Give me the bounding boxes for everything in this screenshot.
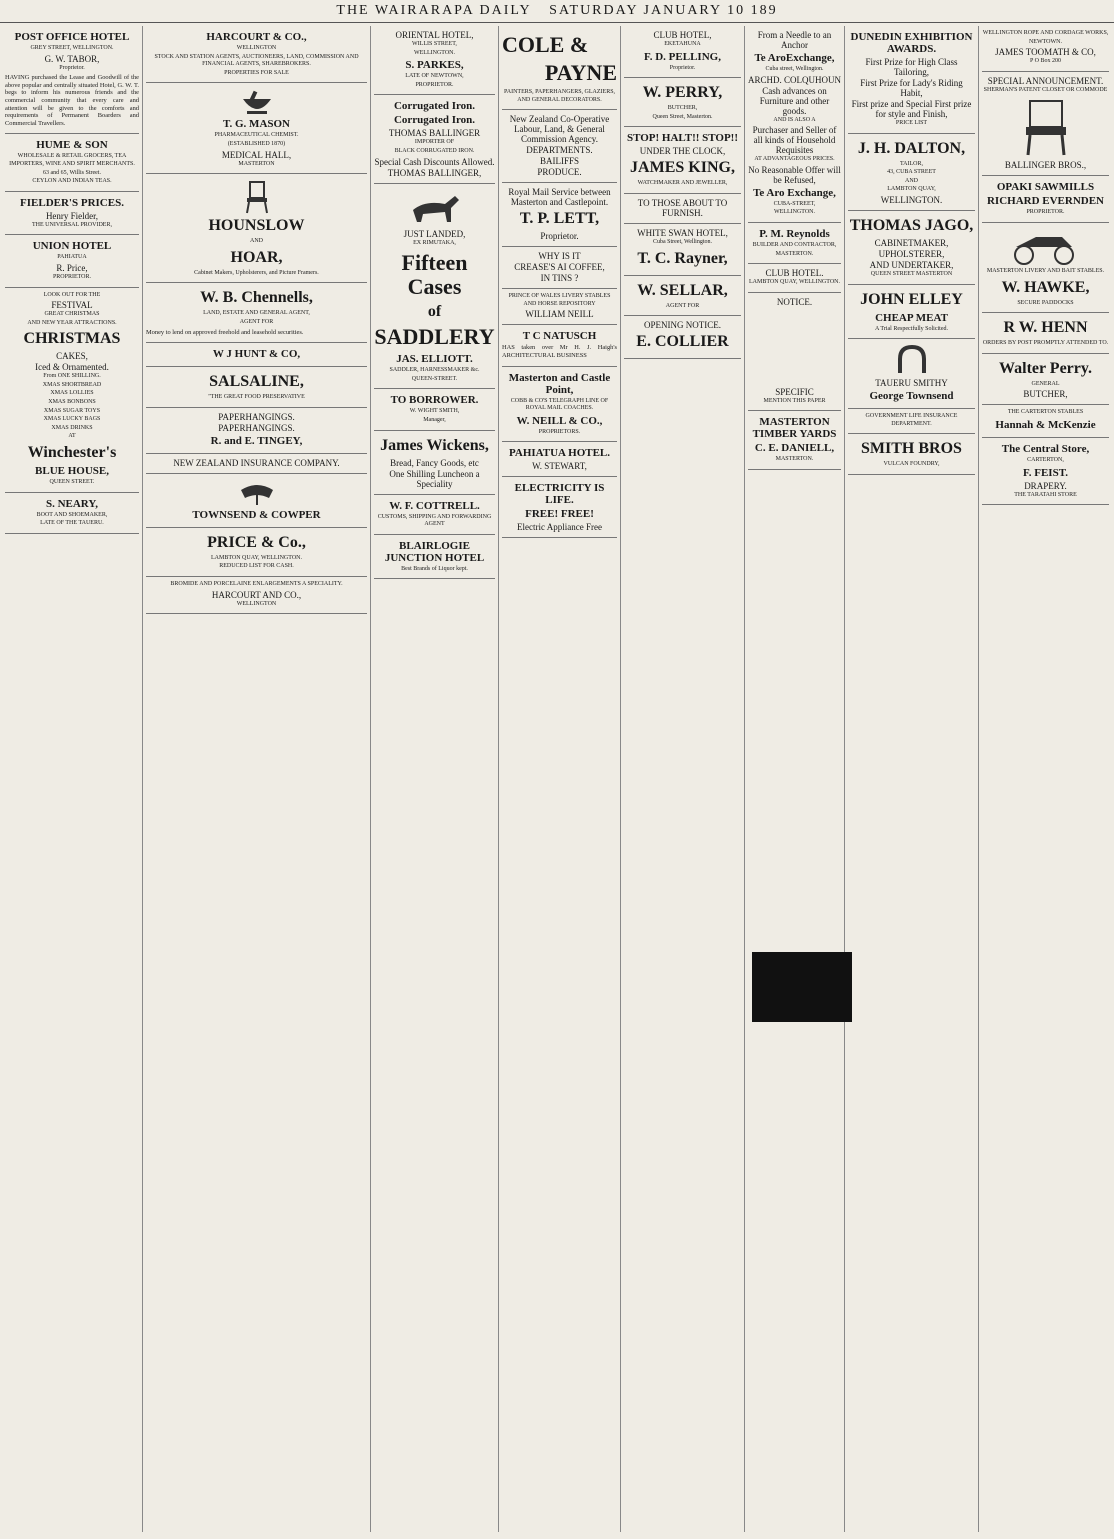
opaki: OPAKI SAWMILLS bbox=[996, 181, 1095, 194]
castlepoint: Masterton and Castle Point, bbox=[508, 371, 611, 396]
ad-nz-insurance bbox=[146, 454, 367, 474]
rope-works: WELLINGTON ROPE AND CORDAGE WORKS, bbox=[982, 30, 1109, 36]
great-food: "THE GREAT FOOD PRESERVATIVE bbox=[208, 394, 305, 401]
taratahi: THE TARATAHI STORE bbox=[1014, 491, 1077, 498]
closet: SHERMAN'S PATENT CLOSET OR COMMODE bbox=[983, 86, 1108, 93]
lambton: LAMBTON QUAY, WELLINGTON. bbox=[210, 554, 302, 561]
cakes: CAKES, bbox=[56, 351, 88, 362]
ad-sellar bbox=[624, 276, 741, 317]
agent-for: AGENT FOR bbox=[239, 318, 274, 325]
payne: PAYNE bbox=[544, 60, 617, 85]
from-shilling: From ONE SHILLING. bbox=[43, 373, 101, 380]
rayner: T. C. Rayner, bbox=[637, 249, 728, 267]
ad-cottrell bbox=[374, 495, 495, 535]
masthead-title: THE WAIRARAPA DAILY bbox=[336, 3, 532, 18]
horseshoe-icon bbox=[892, 345, 932, 375]
oriental-proprietor: PROPRIETOR. bbox=[415, 81, 454, 88]
medical-hall: MEDICAL HALL, bbox=[221, 149, 292, 160]
ad-sherman-closet bbox=[982, 72, 1109, 177]
ad-tauer-smithy bbox=[848, 339, 975, 409]
exchange-2: Te Aro Exchange, bbox=[753, 186, 836, 199]
orders: ORDERS BY POST PROMPTLY ATTENDED TO. bbox=[982, 340, 1109, 347]
collier: E. COLLIER bbox=[636, 333, 729, 351]
festival: FESTIVAL bbox=[51, 300, 93, 311]
ad-club-eketahuna bbox=[624, 26, 741, 78]
ad-perry bbox=[624, 78, 741, 127]
tailor: TAILOR, bbox=[899, 160, 923, 167]
also: AND IS ALSO A bbox=[773, 116, 816, 123]
smith-bros: SMITH BROS bbox=[861, 440, 962, 458]
electricity: ELECTRICITY IS LIFE. bbox=[514, 482, 605, 507]
jago: THOMAS JAGO, bbox=[849, 216, 974, 234]
ad-blairlogie bbox=[374, 535, 495, 580]
elliott: JAS. ELLIOTT. bbox=[396, 353, 473, 366]
purchaser: Purchaser and Seller of all kinds of Household Requisites bbox=[752, 125, 837, 156]
club-place: LAMBTON QUAY, WELLINGTON. bbox=[748, 279, 840, 286]
post-office-role: Proprietor. bbox=[59, 64, 85, 71]
black-iron: BLACK CORRUGATED IRON. bbox=[394, 147, 475, 154]
neary-late: LATE OF THE TAUERU. bbox=[40, 520, 104, 527]
ad-wickens bbox=[374, 431, 495, 495]
xmas-item: XMAS SUGAR TOYS bbox=[43, 407, 101, 414]
pahiatua-hotel: PAHIATUA HOTEL. bbox=[508, 447, 611, 460]
perry: W. PERRY, bbox=[642, 84, 723, 102]
announcement: SPECIAL ANNOUNCEMENT. bbox=[987, 75, 1104, 86]
ad-timber-yards bbox=[748, 411, 841, 470]
ad-notice bbox=[748, 293, 841, 412]
at: AT bbox=[68, 433, 76, 440]
saddle-icon bbox=[237, 480, 277, 506]
late-newtown: LATE OF NEWTOWN, bbox=[405, 73, 464, 80]
harcourt-place: WELLINGTON bbox=[236, 45, 277, 51]
redacted-area bbox=[748, 308, 841, 386]
ad-post-office-hotel bbox=[5, 26, 139, 134]
borrower: TO BORROWER. bbox=[390, 394, 479, 407]
ad-fielder bbox=[5, 192, 139, 236]
oriental-street: WILLIS STREET, bbox=[412, 41, 457, 47]
ad-borrower bbox=[374, 389, 495, 430]
ad-club-hotel bbox=[748, 264, 841, 293]
ad-hume-son bbox=[5, 134, 139, 191]
bread: Bread, Fancy Goods, etc bbox=[390, 457, 479, 468]
wight-smith: W. WIGHT SMITH, bbox=[409, 408, 460, 415]
column-3 bbox=[370, 26, 498, 1532]
masthead bbox=[0, 0, 1114, 23]
importer: IMPORTER OF bbox=[414, 139, 455, 146]
ad-natusch bbox=[502, 325, 617, 366]
cash: Cash advances on Furniture and other goods. bbox=[759, 85, 830, 116]
ballinger-bros: BALLINGER BROS., bbox=[1004, 160, 1087, 171]
newtown: NEWTOWN. bbox=[1028, 38, 1063, 45]
union-title: UNION HOTEL bbox=[32, 240, 112, 253]
under-clock: UNDER THE CLOCK, bbox=[639, 146, 726, 157]
needle: From a Needle to an Anchor bbox=[757, 30, 832, 50]
ad-cole-payne bbox=[502, 26, 617, 110]
christmas: CHRISTMAS bbox=[23, 330, 121, 348]
cabinetmaker: CABINETMAKER, bbox=[874, 237, 949, 248]
post-office-title: POST OFFICE HOTEL bbox=[14, 31, 130, 43]
feist: F. FEIST. bbox=[1023, 466, 1068, 479]
paperhangings-1: PAPERHANGINGS. bbox=[218, 411, 295, 422]
of: of bbox=[427, 303, 442, 321]
ad-union-hotel bbox=[5, 235, 139, 287]
lunch: One Shilling Luncheon a Speciality bbox=[389, 468, 480, 489]
crease: CREASE'S AI COFFEE, bbox=[514, 262, 605, 273]
ad-dunedin bbox=[848, 26, 975, 134]
central: The Central Store, bbox=[1001, 442, 1090, 455]
chennells: W. B. Chennells, bbox=[200, 289, 313, 307]
new-year: AND NEW YEAR ATTRACTIONS. bbox=[27, 319, 117, 326]
harcourt-forsale: PROPERTIES FOR SALE bbox=[224, 69, 289, 76]
ad-white-swan bbox=[624, 224, 741, 276]
redaction-block bbox=[752, 952, 852, 1022]
neary-role: BOOT AND SHOEMAKER, bbox=[36, 511, 108, 518]
free: FREE! FREE! bbox=[525, 508, 594, 521]
ad-nz-coop bbox=[502, 110, 617, 183]
nz-coop: New Zealand Co-Operative Labour, Land, & General Commission Agency. bbox=[509, 114, 610, 145]
cottrell: W. F. COTTRELL. bbox=[389, 499, 480, 512]
dalton: J. H. DALTON, bbox=[857, 139, 966, 157]
hounslow: HOUNSLOW bbox=[208, 217, 305, 235]
stewart: W. STEWART, bbox=[532, 461, 587, 472]
ad-govt-life bbox=[848, 409, 975, 434]
column-1 bbox=[2, 26, 142, 1532]
price-list: PRICE LIST bbox=[895, 120, 928, 126]
neary-name: S. NEARY, bbox=[45, 497, 99, 510]
reduced: REDUCED LIST FOR CASH. bbox=[219, 563, 294, 570]
ad-hawke bbox=[982, 223, 1109, 313]
trial: A Trial Respectfully Solicited. bbox=[875, 325, 948, 332]
xmas-item: XMAS BONBONS bbox=[48, 399, 96, 406]
ad-reynolds bbox=[748, 223, 841, 264]
dalton-city: WELLINGTON. bbox=[880, 194, 943, 205]
special-cash: Special Cash Discounts Allowed. bbox=[374, 156, 495, 167]
money-lend: Money to lend on approved freehold and leasehold securities. bbox=[146, 328, 304, 336]
blairlogie: BLAIRLOGIE JUNCTION HOTEL bbox=[384, 539, 485, 564]
blue-house: BLUE HOUSE, bbox=[35, 465, 109, 478]
sellar-agent: AGENT FOR bbox=[665, 302, 700, 309]
exchange: Te AroExchange, bbox=[754, 52, 835, 64]
hume-sub: WHOLESALE & RETAIL GROCERS, TEA IMPORTERS, WINE AND SPIRIT MERCHANTS. bbox=[9, 153, 135, 167]
ad-townsend bbox=[146, 474, 367, 528]
townsend: TOWNSEND & COWPER bbox=[192, 508, 321, 521]
pelling: F. D. PELLING, bbox=[644, 50, 721, 63]
lett: T. P. LETT, bbox=[519, 210, 600, 228]
evernden: RICHARD EVERNDEN bbox=[986, 195, 1105, 208]
livery-stables: MASTERTON LIVERY AND BAIT STABLES. bbox=[986, 267, 1105, 274]
ad-henn bbox=[982, 313, 1109, 354]
dunedin: DUNEDIN EXHIBITION AWARDS. bbox=[850, 31, 973, 55]
perry-general: GENERAL bbox=[1031, 380, 1060, 387]
nz-insurance: NEW ZEALAND INSURANCE COMPANY. bbox=[173, 457, 340, 468]
sellar: W. SELLAR, bbox=[637, 281, 728, 299]
walter-perry: Walter Perry. bbox=[999, 359, 1092, 377]
king: JAMES KING, bbox=[630, 159, 735, 177]
paddocks: SECURE PADDOCKS bbox=[1017, 299, 1074, 306]
bailiffs: BAILIFFS bbox=[539, 156, 579, 167]
great-christmas: GREAT CHRISTMAS bbox=[44, 311, 100, 318]
vulcan: VULCAN FOUNDRY, bbox=[883, 461, 940, 468]
hawke: W. HAWKE, bbox=[1001, 278, 1090, 296]
paperhangings-2: PAPERHANGINGS. bbox=[218, 422, 295, 433]
dalton-lambton: LAMBTON QUAY, bbox=[887, 186, 936, 193]
george-townsend: George Townsend bbox=[869, 390, 954, 403]
neill: WILLIAM NEILL bbox=[525, 309, 594, 320]
hume-tag: CEYLON AND INDIAN TEAS. bbox=[32, 178, 112, 185]
neill-co: W. NEILL & CO., bbox=[516, 414, 603, 427]
ad-collier bbox=[624, 316, 741, 359]
white-swan-street: Cuba Street, Wellington. bbox=[652, 238, 713, 245]
corrugated-1: Corrugated Iron. bbox=[393, 100, 476, 113]
bromide: BROMIDE AND PORCELAINE ENLARGEMENTS A SPECIALITY. bbox=[170, 580, 343, 587]
union-proprietor: R. Price, bbox=[56, 262, 88, 273]
jago-street: QUEEN STREET MASTERTON bbox=[870, 270, 953, 277]
ad-hunt bbox=[146, 343, 367, 367]
elliott-street: QUEEN-STREET. bbox=[411, 375, 458, 382]
ad-king bbox=[624, 127, 741, 194]
ballinger-2: THOMAS BALLINGER, bbox=[387, 167, 482, 178]
post-office-sub: GREY STREET, WELLINGTON. bbox=[30, 45, 114, 51]
column-4 bbox=[498, 26, 620, 1532]
eketahuna: EKETAHUNA bbox=[664, 41, 701, 47]
ad-elley bbox=[848, 285, 975, 340]
union-role: PROPRIETOR. bbox=[52, 273, 92, 280]
ad-castlepoint bbox=[502, 367, 617, 443]
ad-jago bbox=[848, 211, 975, 285]
mason-name: T. G. MASON bbox=[222, 118, 291, 131]
perry-street: Queen Street, Masterton. bbox=[652, 113, 713, 120]
neill-proprietors: PROPRIETORS. bbox=[538, 428, 581, 435]
club: CLUB HOTEL, bbox=[653, 30, 712, 40]
toomath: JAMES TOOMATH & CO, bbox=[995, 47, 1096, 58]
union-place: PAHIATUA bbox=[57, 254, 87, 261]
prices: AT ADVANTAGEOUS PRICES. bbox=[754, 156, 835, 163]
cole: COLE & bbox=[502, 32, 589, 57]
pelling-role: Proprietor. bbox=[669, 64, 696, 71]
produce: PRODUCE. bbox=[537, 167, 582, 178]
chair-icon bbox=[242, 180, 272, 214]
ad-tingey bbox=[146, 408, 367, 454]
carriage-icon bbox=[1006, 229, 1086, 265]
elley: JOHN ELLEY bbox=[860, 290, 963, 308]
hannah: Hannah & McKenzie bbox=[995, 418, 1096, 431]
fielder-name: Henry Fielder, bbox=[45, 210, 99, 221]
prince: PRINCE OF WALES LIVERY STABLES AND HORSE REPOSITORY bbox=[508, 293, 611, 307]
iced: Iced & Ornamented. bbox=[35, 362, 109, 373]
notice: NOTICE. bbox=[776, 296, 813, 307]
salsaline: SALSALINE, bbox=[209, 373, 304, 391]
carterton-stables: THE CARTERTON STABLES bbox=[1007, 409, 1084, 416]
ad-bromide bbox=[146, 577, 367, 614]
ad-rope-works bbox=[982, 26, 1109, 72]
dalton-and: AND bbox=[905, 177, 918, 184]
wickens: James Wickens, bbox=[380, 436, 489, 454]
hume-addr: 63 and 65, Willis Street. bbox=[43, 169, 101, 176]
hounslow-and: AND bbox=[250, 238, 263, 245]
lett-role: Proprietor. bbox=[540, 231, 579, 242]
prize-1: First Prize for High Class Tailoring, bbox=[865, 57, 958, 77]
manager: Manager, bbox=[423, 416, 446, 423]
harcourt-footer: HARCOURT AND CO., bbox=[211, 589, 302, 600]
tauer-smithy: TAUERU SMITHY bbox=[875, 378, 948, 389]
xmas-item: XMAS DRINKS bbox=[51, 424, 93, 431]
ex-rimutaka: EX RIMUTAKA, bbox=[413, 239, 456, 246]
why: WHY IS IT bbox=[538, 251, 581, 262]
harcourt-sub: STOCK AND STATION AGENTS, AUCTIONEERS, LAND, COMMISSION AND FINANCIAL AGENTS, SHAREBROKERS. bbox=[154, 53, 359, 68]
prize-3: First prize and Special First prize for style and Finish, bbox=[851, 99, 972, 119]
prize-2: First Prize for Lady's Riding Habit, bbox=[860, 78, 963, 98]
ad-opaki bbox=[982, 176, 1109, 223]
reynolds: P. M. Reynolds bbox=[759, 227, 830, 240]
po-box: P O Box 200 bbox=[1030, 58, 1061, 65]
painters: PAINTERS, PAPERHANGERS, GLAZIERS, AND GENERAL DECORATORS. bbox=[503, 89, 616, 103]
upholsterer: UPHOLSTERER, bbox=[878, 248, 945, 259]
dalton-cuba: 43, CUBA STREET bbox=[887, 169, 936, 176]
column-6 bbox=[744, 26, 844, 1532]
specific: SPECIFIC bbox=[775, 386, 814, 397]
ad-central-store bbox=[982, 438, 1109, 505]
ad-oriental bbox=[374, 26, 495, 95]
opening: OPENING NOTICE. bbox=[644, 320, 721, 331]
ad-dalton bbox=[848, 134, 975, 211]
best-brands: Best Brands of Liquor kept. bbox=[401, 565, 468, 572]
perry-butcher: BUTCHER, bbox=[1023, 389, 1068, 400]
electric: Electric Appliance Free bbox=[517, 522, 602, 533]
price-co: PRICE & Co., bbox=[207, 533, 306, 551]
column-2 bbox=[142, 26, 370, 1532]
ballinger: THOMAS BALLINGER bbox=[388, 128, 481, 139]
fifteen-cases: Fifteen Cases bbox=[401, 250, 468, 300]
ad-royal-mail bbox=[502, 183, 617, 247]
natusch-body: HAS taken over Mr H. J. Haigh's ARCHITECTURAL BUSINESS bbox=[502, 344, 617, 359]
land-agent: LAND, ESTATE AND GENERAL AGENT, bbox=[203, 310, 310, 317]
customs: CUSTOMS, SHIPPING AND FORWARDING AGENT bbox=[377, 513, 492, 528]
harcourt-footer-place: WELLINGTON bbox=[236, 600, 277, 607]
commode-chair-icon bbox=[1016, 97, 1076, 157]
exchange-street: Cuba street, Wellington. bbox=[765, 66, 824, 72]
look-out: LOOK OUT FOR THE bbox=[43, 291, 101, 298]
royal-mail: Royal Mail Service between Masterton and Castlepoint. bbox=[508, 187, 611, 208]
reynolds-place: MASTERTON. bbox=[775, 250, 814, 257]
cabinet-makers: Cabinet Makers, Upholsterers, and Picture Framers. bbox=[194, 269, 319, 276]
reasonable: No Reasonable Offer will be Refused, bbox=[748, 164, 841, 185]
masthead-date: SATURDAY JANUARY 10 189 bbox=[549, 3, 778, 18]
harcourt-title: HARCOURT & CO., bbox=[206, 31, 307, 43]
stop: STOP! HALT!! STOP!! bbox=[626, 132, 739, 145]
evernden-role: PROPRIETOR. bbox=[1026, 209, 1065, 216]
xmas-item: XMAS LOLLIES bbox=[50, 390, 94, 397]
drapery: DRAPERY. bbox=[1024, 480, 1067, 491]
mason-sub: PHARMACEUTICAL CHEMIST. bbox=[214, 132, 299, 139]
ad-chennells bbox=[146, 283, 367, 343]
exchange-city: WELLINGTON. bbox=[773, 209, 816, 216]
just-landed: JUST LANDED, bbox=[403, 228, 466, 239]
watchmaker: WATCHMAKER AND JEWELLER, bbox=[637, 180, 728, 187]
ad-furnish bbox=[624, 194, 741, 224]
post-office-name: G. W. TABOR, bbox=[44, 53, 100, 64]
tingey: R. and E. TINGEY, bbox=[210, 434, 303, 447]
xmas-item: XMAS SHORTBREAD bbox=[42, 381, 102, 388]
ad-harcourt bbox=[146, 26, 367, 83]
timber-yards: MASTERTON TIMBER YARDS bbox=[752, 416, 837, 441]
cobb: COBB & CO'S TELEGRAPH LINE OF ROYAL MAIL COACHES. bbox=[510, 397, 609, 412]
oriental: ORIENTAL HOTEL, bbox=[395, 30, 474, 40]
hume-title: HUME & SON bbox=[36, 139, 108, 152]
colquhoun: ARCHD. COLQUHOUN bbox=[748, 74, 841, 85]
daniell: C. E. DANIELL, bbox=[754, 442, 835, 455]
butcher: BUTCHER, bbox=[667, 105, 698, 112]
ad-saddlery bbox=[374, 184, 495, 390]
oriental-city: WELLINGTON. bbox=[413, 49, 456, 56]
hunt: W J HUNT & CO, bbox=[212, 348, 301, 361]
fielder-role: THE UNIVERSAL PROVIDER, bbox=[32, 221, 112, 228]
ad-mason bbox=[146, 83, 367, 174]
ad-crease bbox=[502, 247, 617, 289]
ad-price-co bbox=[146, 528, 367, 577]
saddlery: SADDLERY bbox=[374, 324, 495, 350]
corrugated-2: Corrugated Iron. bbox=[393, 114, 476, 127]
ad-walter-perry bbox=[982, 354, 1109, 406]
undertaker: AND UNDERTAKER, bbox=[869, 259, 954, 270]
ad-te-aro-exchange bbox=[748, 26, 841, 223]
ad-carterton-stables bbox=[982, 405, 1109, 438]
ad-hounslow bbox=[146, 174, 367, 283]
fielder-title: FIELDER'S PRICES. bbox=[20, 196, 124, 209]
club-hotel: CLUB HOTEL. bbox=[765, 268, 824, 279]
winchester: Winchester's bbox=[27, 444, 117, 462]
column-5 bbox=[620, 26, 744, 1532]
ad-salsaline bbox=[146, 367, 367, 408]
mason-est: (ESTABLISHED 1870) bbox=[227, 140, 286, 147]
ad-smith-bros bbox=[848, 434, 975, 475]
cheap-meat: CHEAP MEAT bbox=[875, 311, 948, 324]
departments: DEPARTMENTS. bbox=[526, 145, 593, 156]
ad-neary bbox=[5, 493, 139, 534]
queen-street: QUEEN STREET. bbox=[49, 479, 95, 486]
xmas-item: XMAS LUCKY BAGS bbox=[43, 416, 101, 423]
furnish: TO THOSE ABOUT TO FURNISH. bbox=[637, 197, 728, 218]
daniell-place: MASTERTON. bbox=[775, 456, 814, 463]
horse-icon bbox=[405, 190, 465, 226]
natusch: T C NATUSCH bbox=[522, 330, 597, 343]
white-swan: WHITE SWAN HOTEL, bbox=[637, 227, 728, 238]
column-7 bbox=[844, 26, 978, 1532]
govt-life: GOVERNMENT LIFE INSURANCE DEPARTMENT. bbox=[865, 413, 958, 427]
hoar: HOAR, bbox=[230, 248, 283, 266]
mason-place: MASTERTON bbox=[238, 160, 275, 167]
parkes: S. PARKES, bbox=[405, 59, 464, 72]
henn: R W. HENN bbox=[1003, 319, 1088, 337]
ad-corrugated bbox=[374, 95, 495, 183]
ad-electricity bbox=[502, 477, 617, 538]
builder: BUILDER AND CONTRACTOR, bbox=[752, 241, 837, 248]
ad-pahiatua-hotel bbox=[502, 442, 617, 477]
in-tins: IN TINS ? bbox=[540, 273, 579, 284]
carterton: CARTERTON, bbox=[1027, 456, 1064, 463]
column-8 bbox=[978, 26, 1112, 1532]
cuba-street: CUBA-STREET, bbox=[773, 200, 816, 207]
post-office-body: HAVING purchased the Lease and Goodwill of the above popular and centrally situated Hotel, G. W. T. begs to inform his numerous friends and the commercial community that every care and attention will be given to the comforts and requirements of Permanent Boarders and Commercial Travellers. bbox=[5, 74, 139, 127]
ad-blue-house bbox=[5, 288, 139, 493]
mention: MENTION THIS PAPER bbox=[763, 397, 826, 404]
saddler: SADDLER, HARNESSMAKER &c. bbox=[389, 367, 480, 374]
mortar-pestle-icon bbox=[237, 89, 277, 115]
ad-prince-wales bbox=[502, 289, 617, 325]
